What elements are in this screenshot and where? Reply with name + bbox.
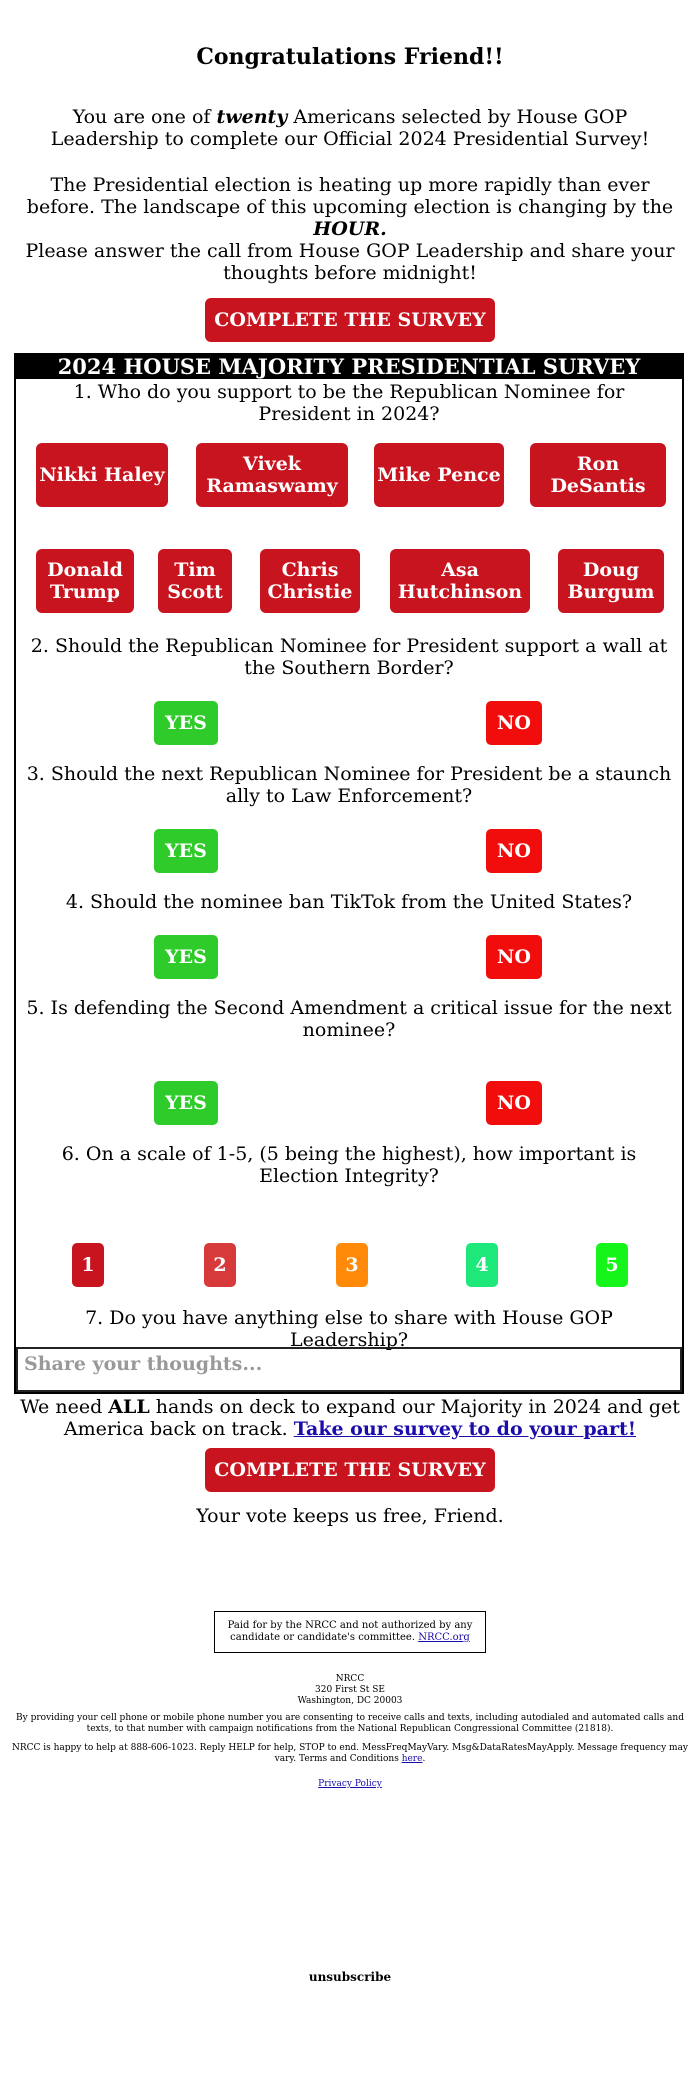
candidate-button-christie[interactable]: Chris Christie	[260, 549, 360, 613]
q5-no-button[interactable]: NO	[486, 1081, 542, 1125]
closing-tagline: Your vote keeps us free, Friend.	[196, 1505, 504, 1527]
candidate-button-pence[interactable]: Mike Pence	[374, 443, 504, 507]
q2-yes-button[interactable]: YES	[154, 701, 218, 745]
rating-button-5[interactable]: 5	[596, 1243, 628, 1287]
question-7: 7. Do you have anything else to share with House GOP Leadership?	[85, 1307, 613, 1351]
q4-no-button[interactable]: NO	[486, 935, 542, 979]
q2-no-button[interactable]: NO	[486, 701, 542, 745]
question-6: 6. On a scale of 1-5, (5 being the highest), how important is Election Integrity?	[61, 1143, 637, 1187]
nrcc-link[interactable]: NRCC.org	[418, 1632, 470, 1643]
question-3: 3. Should the next Republican Nominee for President be a staunch ally to Law Enforcement?	[26, 763, 672, 807]
rating-button-4[interactable]: 4	[466, 1243, 498, 1287]
candidate-button-burgum[interactable]: Doug Burgum	[558, 549, 664, 613]
unsubscribe-link[interactable]: unsubscribe	[308, 1970, 392, 1984]
complete-survey-button-top[interactable]: COMPLETE THE SURVEY	[205, 298, 495, 342]
footer-consent: By providing your cell phone or mobile phone number you are consenting to receive calls and texts, including autodialed and automated calls and texts, to that number with campaign notifications from the National Republican Congressional Committee (21818).	[16, 1713, 684, 1734]
paid-for-disclaimer: Paid for by the NRCC and not authorized by any candidate or candidate's committee. NRCC.org	[214, 1611, 486, 1653]
candidate-button-ramaswamy[interactable]: Vivek Ramaswamy	[196, 443, 348, 507]
question-4: 4. Should the nominee ban TikTok from the United States?	[65, 891, 633, 913]
intro-paragraph-2: The Presidential election is heating up more rapidly than ever before. The landscape of this upcoming election is changing by the HOUR.	[26, 174, 674, 240]
question-2: 2. Should the Republican Nominee for President support a wall at the Southern Border?	[30, 635, 668, 679]
complete-survey-button-bottom[interactable]: COMPLETE THE SURVEY	[205, 1448, 495, 1492]
candidate-button-scott[interactable]: Tim Scott	[158, 549, 232, 613]
take-survey-link[interactable]: Take our survey to do your part!	[293, 1418, 637, 1440]
footer-help: NRCC is happy to help at 888-606-1023. Reply HELP for help, STOP to end. MessFreqMayVary. Msg&DataRatesMayApply. Message frequency may vary. Terms and Conditions here.	[11, 1743, 689, 1764]
candidate-button-hutchinson[interactable]: Asa Hutchinson	[390, 549, 530, 613]
footer-org: NRCC	[335, 1674, 365, 1684]
terms-link[interactable]: here	[401, 1754, 423, 1764]
candidate-button-haley[interactable]: Nikki Haley	[36, 443, 168, 507]
q3-no-button[interactable]: NO	[486, 829, 542, 873]
footer-privacy	[10, 1779, 690, 1790]
footer-street: 320 First St SE	[315, 1685, 385, 1695]
footer-city: Washington, DC 20003	[297, 1696, 403, 1706]
rating-button-1[interactable]: 1	[72, 1243, 104, 1287]
intro-paragraph-3: Please answer the call from House GOP Leadership and share your thoughts before midnight!	[25, 240, 675, 284]
rating-button-3[interactable]: 3	[336, 1243, 368, 1287]
question-1: 1. Who do you support to be the Republican Nominee for President in 2024?	[73, 381, 625, 425]
closing-paragraph: We need ALL hands on deck to expand our Majority in 2024 and get America back on track. Take our survey to do your part!	[20, 1396, 680, 1440]
candidate-button-trump[interactable]: Donald Trump	[36, 549, 134, 613]
thoughts-input[interactable]: Share your thoughts...	[16, 1347, 682, 1392]
q4-yes-button[interactable]: YES	[154, 935, 218, 979]
page-title: Congratulations Friend!!	[196, 44, 504, 70]
q5-yes-button[interactable]: YES	[154, 1081, 218, 1125]
candidate-button-desantis[interactable]: Ron DeSantis	[530, 443, 666, 507]
intro-paragraph-1: You are one of twenty Americans selected by House GOP Leadership to complete our Official 2024 Presidential Survey!	[50, 106, 650, 150]
survey-title: 2024 HOUSE MAJORITY PRESIDENTIAL SURVEY	[16, 355, 682, 379]
privacy-policy-link[interactable]: Privacy Policy	[318, 1779, 382, 1789]
q3-yes-button[interactable]: YES	[154, 829, 218, 873]
question-5: 5. Is defending the Second Amendment a critical issue for the next nominee?	[26, 997, 672, 1041]
survey-box	[14, 353, 684, 1394]
rating-button-2[interactable]: 2	[204, 1243, 236, 1287]
